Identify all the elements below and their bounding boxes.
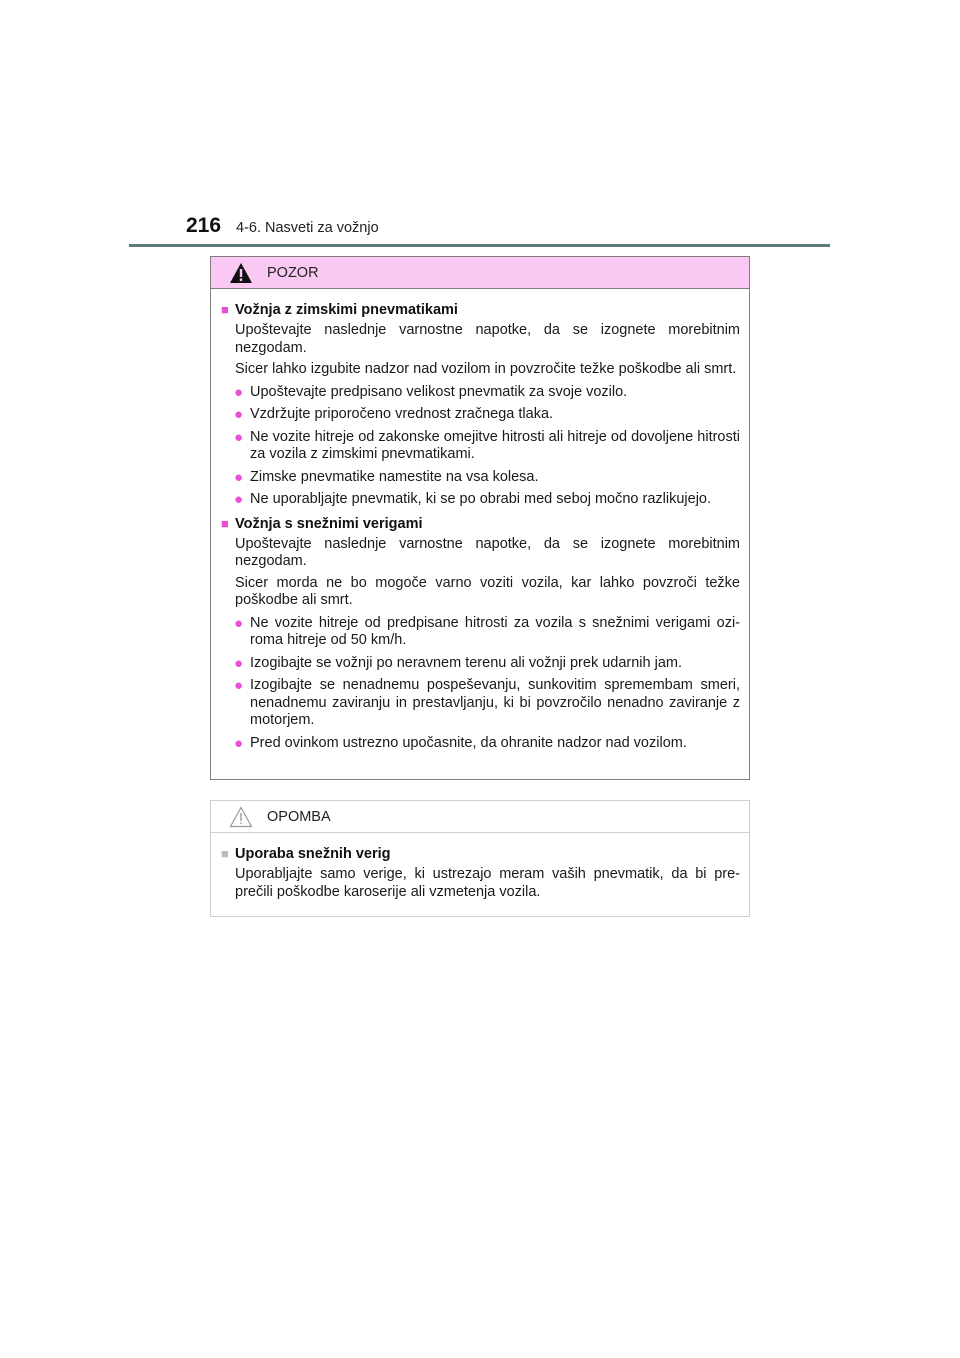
intro-paragraph: Sicer morda ne bo mogoče varno voziti vozila, kar lahko povzroči težke poškodbe ali smrt. (235, 574, 740, 608)
list-item-text: Izogibajte se nenadnemu pospeševanju, sunkovitim spremembam smeri, nenadnemu zaviranju in prestavljanju, ki bi povzročilo nenadno zaviranje z motorjem. (250, 677, 740, 728)
caution-box (210, 256, 750, 780)
notice-paragraph: Uporabljajte samo verige, ki ustrezajo meram vaših pnevmatik, da bi pre- prečili poškodbe karoserije ali vzmetenja vozila. (235, 866, 740, 900)
list-item-text: Zimske pnevmatike namestite na vsa kolesa. (250, 468, 539, 485)
list-item (221, 677, 740, 730)
list-item (221, 491, 740, 509)
bullet-dot-icon: ● (234, 614, 244, 632)
bullet-dot-icon: ● (234, 383, 244, 401)
section-title: 4-6. Nasveti za vožnjo (236, 220, 379, 236)
intro-paragraph: Sicer lahko izgubite nadzor nad vozilom in povzročite težke poškodbe ali smrt. (235, 361, 737, 377)
bullet-dot-icon: ● (234, 734, 244, 752)
intro-paragraph: Upoštevajte naslednje varnostne napotke, da se izognete morebitnim nezgodam. (235, 535, 740, 569)
notice-warning-icon (229, 806, 253, 828)
page-number: 216 (186, 214, 222, 237)
notice-header (211, 801, 749, 833)
list-item-text: Ne vozite hitreje od zakonske omejitve hitrosti ali hitreje od dovoljene hitrosti za vozila z zimskimi pnevmatikami. (250, 428, 740, 462)
list-item-text: Pred ovinkom ustrezno upočasnite, da ohranite nadzor nad vozilom. (250, 734, 687, 751)
list-item (221, 469, 740, 487)
intro-paragraph: Upoštevajte naslednje varnostne napotke, da se izognete morebitnim nezgodam. (235, 322, 740, 356)
bullet-dot-icon: ● (234, 406, 244, 423)
square-bullet-icon: ■ (221, 846, 229, 861)
list-item (221, 615, 740, 650)
heading-text: Uporaba snežnih verig (235, 846, 391, 862)
caution-heading-winter-tires (221, 301, 740, 319)
list-item-text: Ne vozite hitreje od predpisane hitrosti za vozila s snežnimi verigami ozi- roma hitreje od 50 km/h. (250, 614, 740, 648)
bullet-dot-icon: ● (234, 428, 244, 446)
list-item (221, 384, 740, 402)
list-item (221, 406, 740, 424)
list-item (221, 429, 740, 464)
header-rule (129, 244, 830, 247)
bullet-dot-icon: ● (234, 468, 244, 486)
bullet-dot-icon: ● (234, 491, 244, 508)
notice-heading (221, 845, 740, 863)
notice-box (210, 800, 750, 917)
heading-text: Vožnja s snežnimi verigami (235, 515, 423, 532)
square-bullet-icon: ■ (221, 515, 229, 531)
caution-header (211, 257, 749, 289)
bullet-dot-icon: ● (234, 677, 244, 694)
heading-text: Vožnja z zimskimi pnevmatikami (235, 302, 458, 318)
list-item-text: Izogibajte se vožnji po neravnem terenu ali vožnji prek udarnih jam. (250, 654, 683, 671)
caution-heading-snow-chains (221, 515, 740, 533)
notice-label: OPOMBA (267, 808, 331, 825)
list-item (221, 655, 740, 673)
square-bullet-icon: ■ (221, 302, 229, 317)
warning-icon (229, 262, 253, 284)
list-item (221, 735, 740, 753)
caution-label: POZOR (267, 264, 319, 281)
list-item-text: Upoštevajte predpisano velikost pnevmatik za svoje vozilo. (250, 383, 628, 400)
list-item-text: Ne uporabljajte pnevmatik, ki se po obrabi med seboj močno razlikujejo. (250, 491, 712, 507)
bullet-dot-icon: ● (234, 654, 244, 672)
list-item-text: Vzdržujte priporočeno vrednost zračnega tlaka. (250, 406, 554, 422)
